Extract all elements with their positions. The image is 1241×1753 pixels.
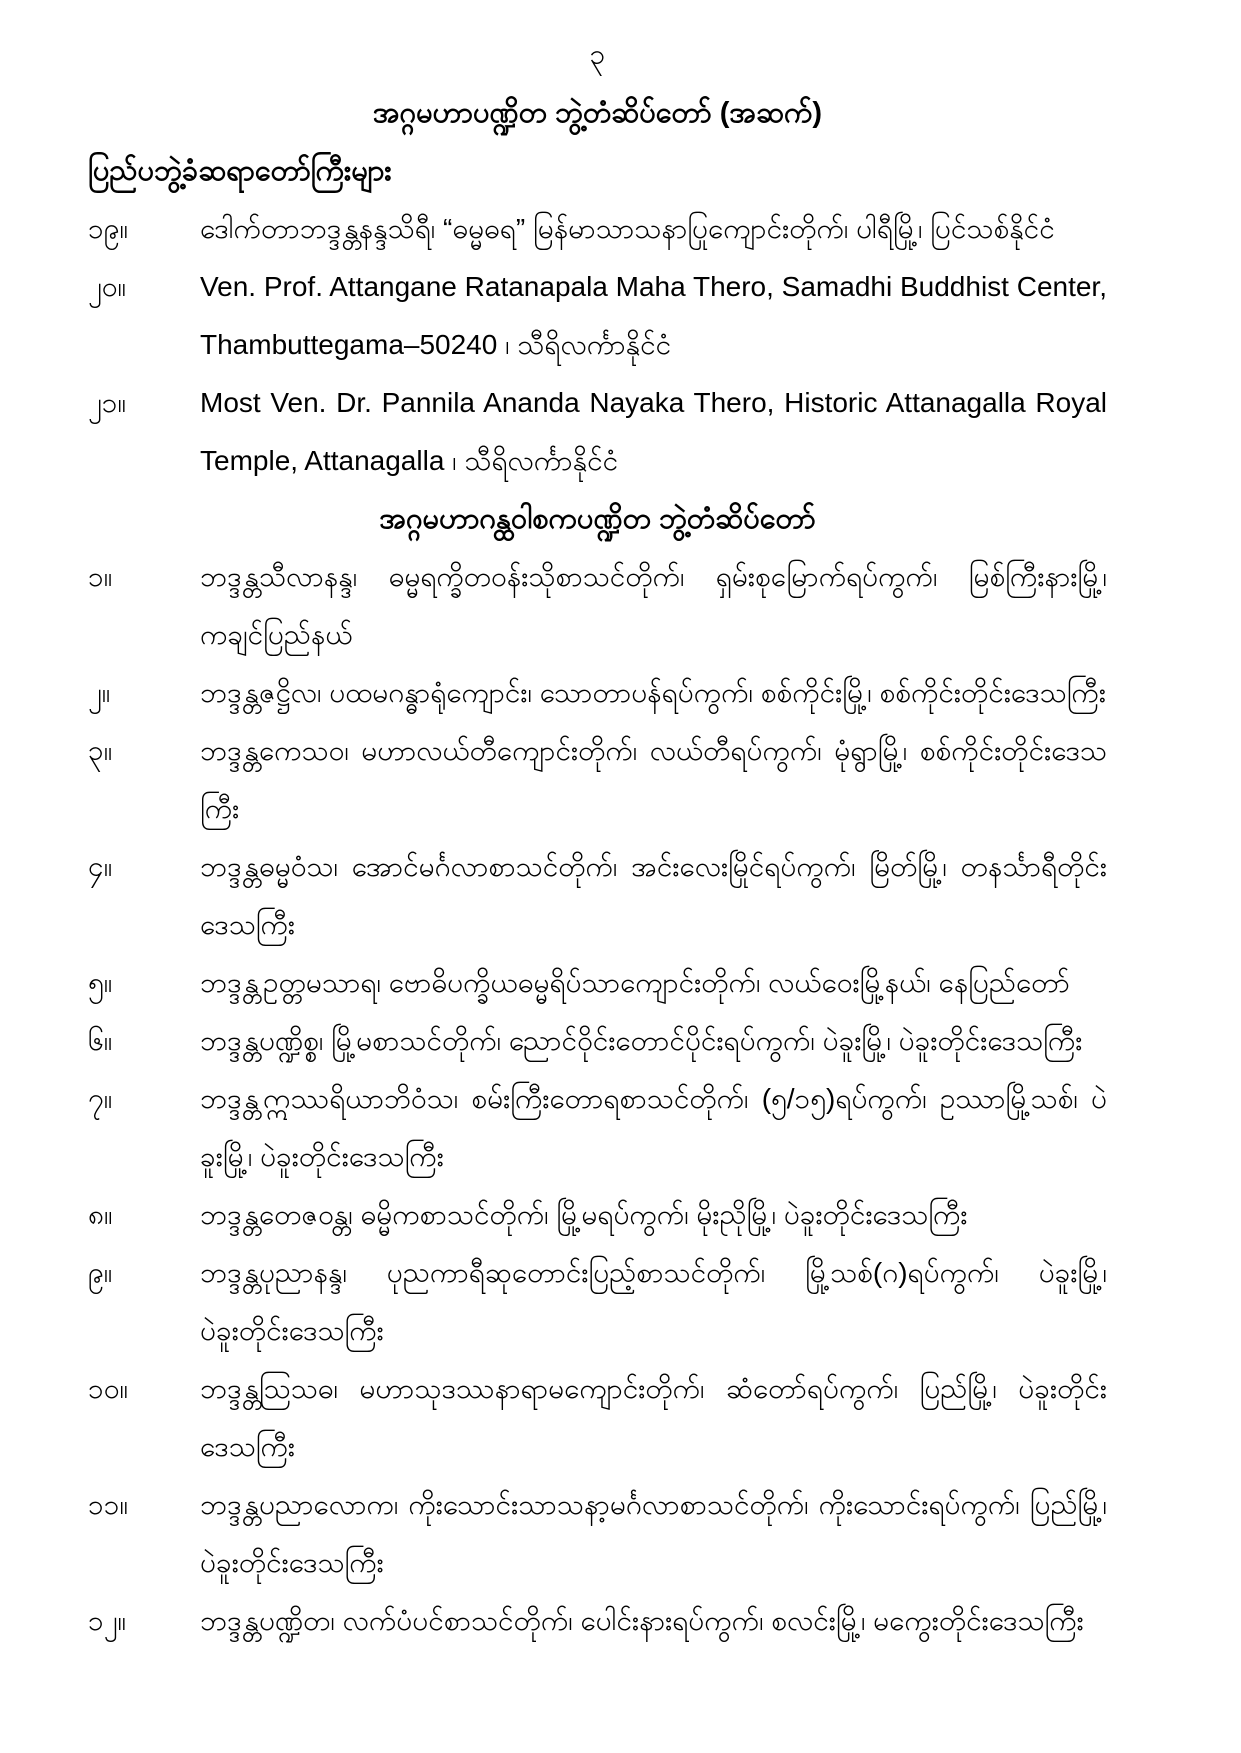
page-number: ၃ — [589, 39, 606, 70]
item-number: ၃။ — [88, 735, 113, 766]
list-item — [88, 1186, 1107, 1244]
item-number: ၁၉။ — [88, 213, 128, 244]
item-text: ဘဒ္ဒန္တပညာလောက၊ ကိုးသောင်းသာသနာ့မင်္ဂလာစာသင်တိုက်၊ ကိုးသောင်းရပ်ကွက်၊ ပြည်မြို့၊ ပဲခူးတိုင်းဒေသကြီး — [200, 1489, 1107, 1578]
item-text: ဘဒ္ဒန္တကေသဝ၊ မဟာလယ်တီကျောင်းတိုက်၊ လယ်တီရပ်ကွက်၊ မုံရွာမြို့၊ စစ်ကိုင်းတိုင်းဒေသကြီး — [200, 735, 1107, 824]
item-text: Most Ven. Dr. Pannila Ananda Nayaka Thero, Historic Attanagalla Royal Temple, Attanagalla ၊ သီရိလင်္ကာနိုင်ငံ — [200, 387, 1107, 476]
section-heading-ganthavacaka-pandita: အဂ္ဂမဟာဂန္ထဝါစကပဏ္ဍိတ ဘွဲ့တံဆိပ်တော် — [379, 503, 816, 535]
item-number: ၇။ — [88, 1083, 113, 1114]
item-text: ဒေါက်တာဘဒ္ဒန္တနန္ဒသိရီ၊ “ဓမ္မဓရ” မြန်မာသာသနာပြုကျောင်းတိုက်၊ ပါရီမြို့၊ ပြင်သစ်နိုင်ငံ — [200, 213, 1055, 244]
list-item — [88, 1012, 1107, 1070]
list-item — [88, 548, 1107, 664]
item-number: ၂၁။ — [88, 387, 126, 418]
list-item — [88, 374, 1107, 490]
item-number: ၁၂။ — [88, 1605, 126, 1636]
doc-title: အဂ္ဂမဟာပဏ္ဍိတ ဘွဲ့တံဆိပ်တော် (အဆက်) — [372, 97, 823, 129]
list-item — [88, 200, 1107, 258]
item-number: ၁၀။ — [88, 1373, 128, 1404]
item-number: ၁။ — [88, 561, 113, 592]
item-number: ၅။ — [88, 967, 113, 998]
item-text: ဘဒ္ဒန္တတေဇဝန္တ၊ ဓမ္မိကစာသင်တိုက်၊ မြို့မရပ်ကွက်၊ မိုးညိုမြို့၊ ပဲခူးတိုင်းဒေသကြီး — [200, 1199, 968, 1230]
item-text: ဘဒ္ဒန္တဓမ္မဝံသ၊ အောင်မင်္ဂလာစာသင်တိုက်၊ အင်းလေးမြိုင်ရပ်ကွက်၊ မြိတ်မြို့၊ တနင်္သာရီတိုင်းဒေသကြီး — [200, 851, 1107, 940]
item-number: ၂၀။ — [88, 271, 126, 302]
item-text: ဘဒ္ဒန္တသီလာနန္ဒ၊ ဓမ္မရက္ခိတဝန်းသိုစာသင်တိုက်၊ ရှမ်းစုမြောက်ရပ်ကွက်၊ မြစ်ကြီးနားမြို့၊ ကချင်ပြည်နယ် — [200, 561, 1107, 650]
item-number: ၁၁။ — [88, 1489, 128, 1520]
list-item — [88, 954, 1107, 1012]
item-text: ဘဒ္ဒန္တပဏ္ဍိတ၊ လက်ပံပင်စာသင်တိုက်၊ ပေါင်းနားရပ်ကွက်၊ စလင်းမြို့၊ မကွေးတိုင်းဒေသကြီး — [200, 1605, 1084, 1636]
item-number: ၈။ — [88, 1199, 113, 1230]
item-text: ဘဒ္ဒန္တပဏ္ဍိစ္စ၊ မြို့မစာသင်တိုက်၊ ညောင်ဝိုင်းတောင်ပိုင်းရပ်ကွက်၊ ပဲခူးမြို့၊ ပဲခူးတိုင်းဒေသကြီး — [200, 1025, 1083, 1056]
list-item — [88, 722, 1107, 838]
list-item — [88, 1244, 1107, 1360]
section-heading-foreign-sayadaws: ပြည်ပဘွဲ့ခံဆရာတော်ကြီးများ — [88, 155, 392, 187]
item-text: ဘဒ္ဒန္တပုညာနန္ဒ၊ ပုညကာရီဆုတောင်းပြည့်စာသင်တိုက်၊ မြို့သစ်(ဂ)ရပ်ကွက်၊ ပဲခူးမြို့၊ ပဲခူးတိုင်းဒေသကြီး — [200, 1257, 1107, 1346]
item-number: ၉။ — [88, 1257, 113, 1288]
item-number: ၆။ — [88, 1025, 113, 1056]
list-item — [88, 1592, 1107, 1650]
list-item — [88, 1070, 1107, 1186]
list-item — [88, 664, 1107, 722]
item-text: ဘဒ္ဒန္တဩသဓ၊ မဟာသုဒဿနာရာမကျောင်းတိုက်၊ ဆံတော်ရပ်ကွက်၊ ပြည်မြို့၊ ပဲခူးတိုင်းဒေသကြီး — [200, 1373, 1107, 1462]
list-item — [88, 1360, 1107, 1476]
item-text: ဘဒ္ဒန္တဣဿရိယာဘိဝံသ၊ စမ်းကြီးတောရစာသင်တိုက်၊ (၅/၁၅)ရပ်ကွက်၊ ဥဿာမြို့သစ်၊ ပဲခူးမြို့၊ ပဲခူးတိုင်းဒေသကြီး — [200, 1083, 1107, 1172]
list-item — [88, 258, 1107, 374]
item-number: ၄။ — [88, 851, 113, 882]
item-number: ၂။ — [88, 677, 111, 708]
item-text: Ven. Prof. Attangane Ratanapala Maha Thero, Samadhi Buddhist Center, Thambuttegama–50240 ၊ သီရိလင်္ကာနိုင်ငံ — [200, 271, 1107, 360]
list-item — [88, 1476, 1107, 1592]
list-item — [88, 838, 1107, 954]
item-text: ဘဒ္ဒန္တဥတ္တမသာရ၊ ဗောဓိပက္ခိယဓမ္မရိပ်သာကျောင်းတိုက်၊ လယ်ဝေးမြို့နယ်၊ နေပြည်တော် — [200, 967, 1070, 998]
item-text: ဘဒ္ဒန္တဇဋ္ဌိလ၊ ပထမဂန္ဓာရုံကျောင်း၊ သောတာပန်ရပ်ကွက်၊ စစ်ကိုင်းမြို့၊ စစ်ကိုင်းတိုင်းဒေသကြီး — [200, 677, 1106, 708]
